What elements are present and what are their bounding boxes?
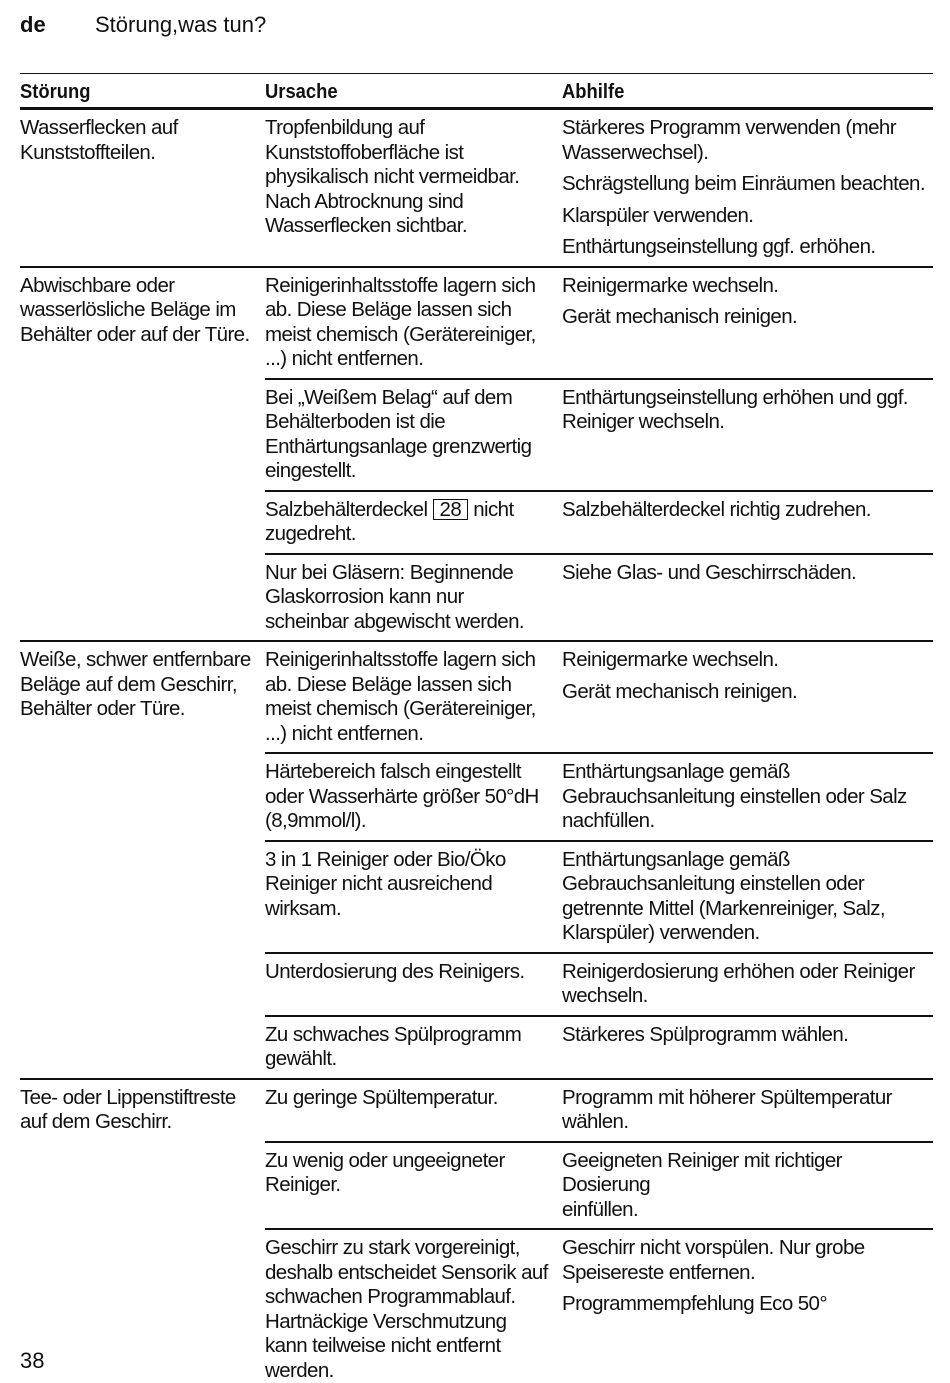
problem-cell: Abwischbare oder wasserlösliche Beläge im Behälter oder auf der Türe. [20,273,250,346]
remedy-cell: Stärkeres Spülprogramm wählen. [562,1022,849,1046]
language-code: de [20,12,46,37]
table-row [265,1015,933,1078]
remedy-cell: Reinigerdosierung erhöhen oder Reiniger wechseln. [562,959,915,1007]
remedy-cell: Programm mit höherer Spültemperatur wählen. [562,1085,892,1133]
table-row [265,268,933,378]
remedy-cell: Enthärtungsanlage gemäß Gebrauchsanleitung einstellen oder Salz nachfüllen. [562,760,907,832]
remedy-cell: Enthärtungseinstellung erhöhen und ggf. Reiniger wechseln. [562,385,908,433]
table-row [265,553,933,641]
table-row [265,840,933,952]
problem-group [20,268,933,643]
cause-cell: Unterdosierung des Reinigers. [265,959,525,983]
remedy-cell: Reinigermarke wechseln. Gerät mechanisch reinigen. [562,648,798,703]
column-header-stoerung: Störung [20,81,91,103]
table-row [265,952,933,1015]
cause-cell: Zu geringe Spültemperatur. [265,1085,498,1109]
problem-cell: Wasserflecken auf Kunststoffteilen. [20,116,178,164]
remedy-cell: Geschirr nicht vorspülen. Nur grobe Speisereste entfernen. Programmempfehlung Eco 50° [562,1236,865,1315]
cause-cell: Nur bei Gläsern: Beginnende Glaskorrosion kann nur scheinbar abgewischt werden. [265,560,524,633]
troubleshooting-table [20,73,933,1383]
cause-cell: Geschirr zu stark vorgereinigt, deshalb entscheidet Sensorik auf schwachen Programmablauf. Hartnäckige Verschmutzung kann teilweise nicht entfernt werden. [265,1236,548,1382]
table-row [265,642,933,752]
cause-cell: Salzbehälterdeckel 28 nicht zugedreht. [265,497,514,545]
table-row [265,752,933,840]
cause-cell: Härtebereich falsch eingestellt oder Wasserhärte größer 50°dH (8,9mmol/l). [265,760,539,832]
cause-cell: Reinigerinhaltsstoffe lagern sich ab. Diese Beläge lassen sich meist chemisch (Gerätereiniger, ...) nicht entfernen. [265,648,536,745]
remedy-cell: Enthärtungsanlage gemäß Gebrauchsanleitung einstellen oder getrennte Mittel (Markenreiniger, Salz, Klarspüler) verwenden. [562,847,885,944]
problem-group [20,1080,933,1383]
page-header [20,10,266,40]
remedy-cell: Stärkeres Programm verwenden (mehr Wasserwechsel). Schrägstellung beim Einräumen beachten. Klarspüler verwenden. Enthärtungseinstellung ggf. erhöhen. [562,116,925,258]
table-row [265,1141,933,1229]
problem-cell: Tee- oder Lippenstiftreste auf dem Geschirr. [20,1085,236,1133]
cause-cell: Zu schwaches Spülprogramm gewählt. [265,1022,522,1070]
table-row [265,378,933,490]
table-header-row [20,74,933,110]
cause-cell: Bei „Weißem Belag“ auf dem Behälterboden ist die Enthärtungsanlage grenzwertig eingestellt. [265,385,532,482]
table-row [265,1228,933,1383]
page-number: 38 [20,1348,45,1373]
cause-cell: 3 in 1 Reiniger oder Bio/Öko Reiniger nicht ausreichend wirksam. [265,847,506,920]
cause-cell: Reinigerinhaltsstoffe lagern sich ab. Diese Beläge lassen sich meist chemisch (Gerätereiniger, ...) nicht entfernen. [265,273,536,370]
cause-cell: Zu wenig oder ungeeigneter Reiniger. [265,1148,505,1196]
table-row [265,1080,933,1141]
table-row [265,490,933,553]
remedy-cell: Geeigneten Reiniger mit richtiger Dosierung einfüllen. [562,1148,842,1221]
problem-group [20,110,933,268]
table-row [265,110,933,266]
remedy-cell: Salzbehälterdeckel richtig zudrehen. [562,497,871,521]
column-header-ursache: Ursache [265,81,338,103]
problem-cell: Weiße, schwer entfernbare Beläge auf dem Geschirr, Behälter oder Türe. [20,648,251,720]
page-title: Störung,was tun? [95,12,267,37]
remedy-cell: Siehe Glas- und Geschirrschäden. [562,560,857,584]
problem-group [20,642,933,1080]
cause-cell: Tropfenbildung auf Kunststoffoberfläche ist physikalisch nicht vermeidbar. Nach Abtrocknung sind Wasserflecken sichtbar. [265,116,520,237]
column-header-abhilfe: Abhilfe [562,81,625,103]
remedy-cell: Reinigermarke wechseln. Gerät mechanisch reinigen. [562,273,798,328]
figure-reference-box: 28 [433,499,469,520]
